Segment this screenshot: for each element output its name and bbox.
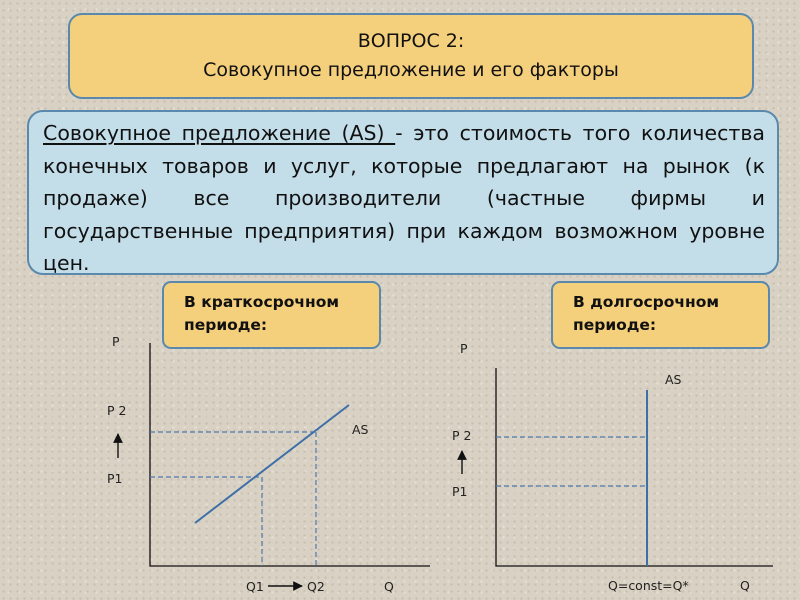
short-run-as-curve [195, 405, 349, 523]
short-run-chart [107, 334, 430, 594]
short-run-p1-label: P1 [107, 471, 123, 486]
short-run-p2-label: P 2 [107, 403, 127, 418]
long-run-axes [496, 368, 773, 566]
question-number: ВОПРОС 2: [357, 30, 465, 52]
long-run-chart [452, 341, 773, 593]
long-run-x-label: Q [740, 578, 750, 593]
long-run-label: В долгосрочном периоде: [573, 293, 720, 334]
short-run-axes [150, 343, 430, 566]
long-run-p2-label: P 2 [452, 428, 472, 443]
short-run-q1-label: Q1 [246, 579, 264, 594]
short-run-label: В краткосрочном периоде: [184, 293, 340, 334]
long-run-q-const-label: Q=const=Q* [608, 578, 689, 593]
question-topic: Совокупное предложение и его факторы [203, 59, 619, 81]
short-run-as-label: AS [352, 422, 369, 437]
definition-term: Совокупное предложение (AS) [43, 121, 396, 145]
short-run-q2-label: Q2 [307, 579, 325, 594]
long-run-p1-label: P1 [452, 484, 468, 499]
short-run-x-label: Q [384, 579, 394, 594]
definition-text: - это стоимость того количества конечных товаров и услуг, которые предлагают на рынок (к продаже) все производители (частные фирмы и государственные предприятия) при каждом возможном уровне цен. [43, 121, 765, 275]
long-run-as-label: AS [665, 372, 682, 387]
short-run-y-label: P [112, 334, 120, 349]
long-run-y-label: P [460, 341, 468, 356]
